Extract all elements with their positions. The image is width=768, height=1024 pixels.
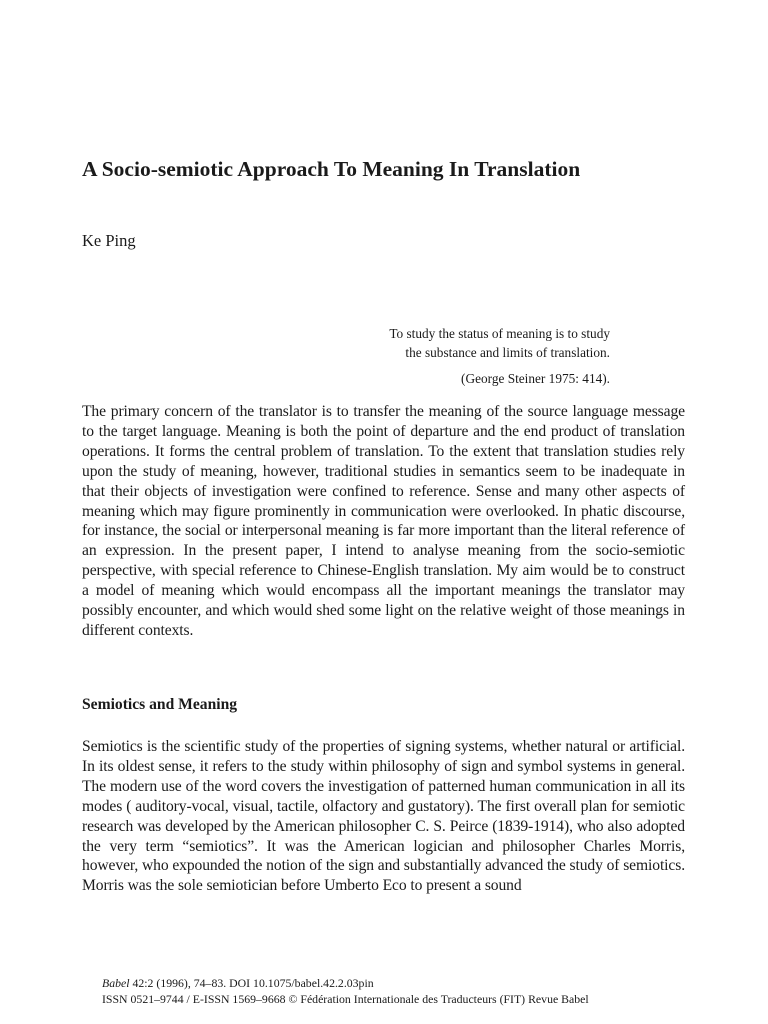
footer-journal-name: Babel [102, 976, 130, 990]
page-footer [102, 975, 589, 1007]
footer-issn: ISSN 0521–9744 / E-ISSN 1569–9668 © Fédération Internationale des Traducteurs (FIT) Revue Babel [102, 992, 589, 1006]
epigraph-line-2: the substance and limits of translation. [405, 344, 610, 360]
semiotics-paragraph: Semiotics is the scientific study of the properties of signing systems, whether natural or artificial. In its oldest sense, it refers to the study within philosophy of sign and symbol systems in general. The modern use of the word covers the investigation of patterned human communication in all its modes ( auditory-vocal, visual, tactile, olfactory and gustatory). The first overall plan for semiotic research was developed by the American philosopher C. S. Peirce (1839-1914), who also adopted the very term “semiotics”. It was the American logician and philosopher Charles Morris, however, who expounded the notion of the sign and substantially advanced the study of semiotics. Morris was the sole semiotician before Umberto Eco to present a sound [82, 738, 686, 895]
article-author: Ke Ping [82, 231, 136, 250]
epigraph-line-1: To study the status of meaning is to study [389, 326, 610, 341]
epigraph-citation: (George Steiner 1975: 414). [461, 371, 610, 386]
section-heading: Semiotics and Meaning [82, 696, 238, 713]
footer-citation: 42:2 (1996), 74–83. DOI 10.1075/babel.42.2.03pin [129, 976, 374, 990]
intro-paragraph: The primary concern of the translator is to transfer the meaning of the source language message to the target language. Meaning is both the point of departure and the end product of translation operations. It forms the central problem of translation. To the extent that translation studies rely upon the study of meaning, however, traditional studies in semantics seem to be inadequate in that their objects of investigation were confined to reference. Sense and many other aspects of meaning which may figure prominently in communication were overlooked. In phatic discourse, for instance, the social or interpersonal meaning is far more important than the literal reference of an expression. In the present paper, I intend to analyse meaning from the socio-semiotic perspective, with special reference to Chinese-English translation. My aim would be to construct a model of meaning which would encompass all the important meanings the translator may possibly encounter, and which would shed some light on the relative weight of those meanings in different contexts. [82, 403, 685, 639]
epigraph [320, 325, 610, 389]
footer-citation-line [102, 975, 589, 991]
article-title: A Socio-semiotic Approach To Meaning In Translation [82, 157, 581, 181]
